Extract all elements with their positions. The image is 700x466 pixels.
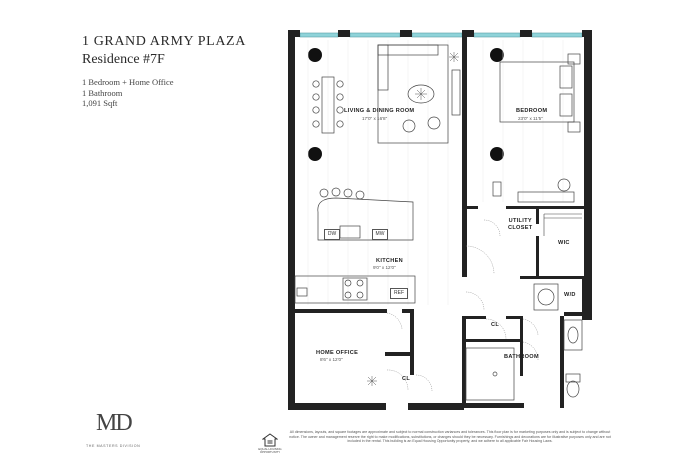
label-living-dining: LIVING & DINING ROOM xyxy=(344,108,415,114)
residence-number: Residence #7F xyxy=(82,52,165,67)
label-wic: WIC xyxy=(558,240,570,246)
wic-shelving xyxy=(544,214,582,236)
spec-bathrooms: 1 Bathroom xyxy=(82,87,123,98)
structural-columns xyxy=(308,48,504,161)
kitchen-casework xyxy=(295,188,415,303)
appliance-dishwasher: DW xyxy=(324,229,340,240)
listing-info xyxy=(82,34,246,109)
spec-bedrooms: 1 Bedroom + Home Office xyxy=(82,77,174,87)
label-closet-office: CL xyxy=(402,376,411,382)
label-closet-bath: CL xyxy=(491,322,500,328)
label-bedroom: BEDROOM xyxy=(516,108,548,114)
spec-sqft: 1,091 Sqft xyxy=(82,98,118,108)
label-utility-closet: UTILITY CLOSET xyxy=(508,218,533,231)
label-home-office: HOME OFFICE xyxy=(316,350,359,356)
logo-text: THE MASTERS DIVISION xyxy=(86,444,141,448)
dim-living-dining: 17'0" x 16'8" xyxy=(362,116,388,121)
equal-housing-icon xyxy=(262,433,278,447)
dim-bedroom: 23'0" x 11'5" xyxy=(518,116,543,121)
logo-mark: MD xyxy=(96,410,131,436)
dim-kitchen: 9'0" x 12'0" xyxy=(373,265,396,270)
label-bathroom: BATHROOM xyxy=(504,354,539,360)
building-address: 1 GRAND ARMY PLAZA xyxy=(82,34,246,49)
label-wd: W/D xyxy=(564,292,576,298)
equal-housing-label: EQUAL HOUSING OPPORTUNITY xyxy=(258,447,282,454)
bedroom-furniture xyxy=(493,54,580,202)
dim-home-office: 8'6" x 12'0" xyxy=(320,357,343,362)
floor-plan xyxy=(288,30,600,410)
floor-texture xyxy=(308,40,563,305)
label-kitchen: KITCHEN xyxy=(376,258,403,264)
appliance-microwave: MW xyxy=(372,229,388,240)
unit-specs xyxy=(82,77,246,109)
appliance-refrigerator: REF xyxy=(390,288,408,299)
legal-disclaimer: All dimensions, layouts, and square footages are approximate and subject to normal construction variances and tolerances. This floor plan is for marketing purposes only and is subject to change without notice. The owner and management reserve the right to make modifications, substitutions, or changes should they be necessary. Furnishings and decorations are for illustrative purposes only and are not included in the rental. This building is an Equal Housing Opportunity property, and we adhere to all applicable Fair Housing Laws. xyxy=(289,430,611,444)
brand-logo xyxy=(86,410,141,454)
